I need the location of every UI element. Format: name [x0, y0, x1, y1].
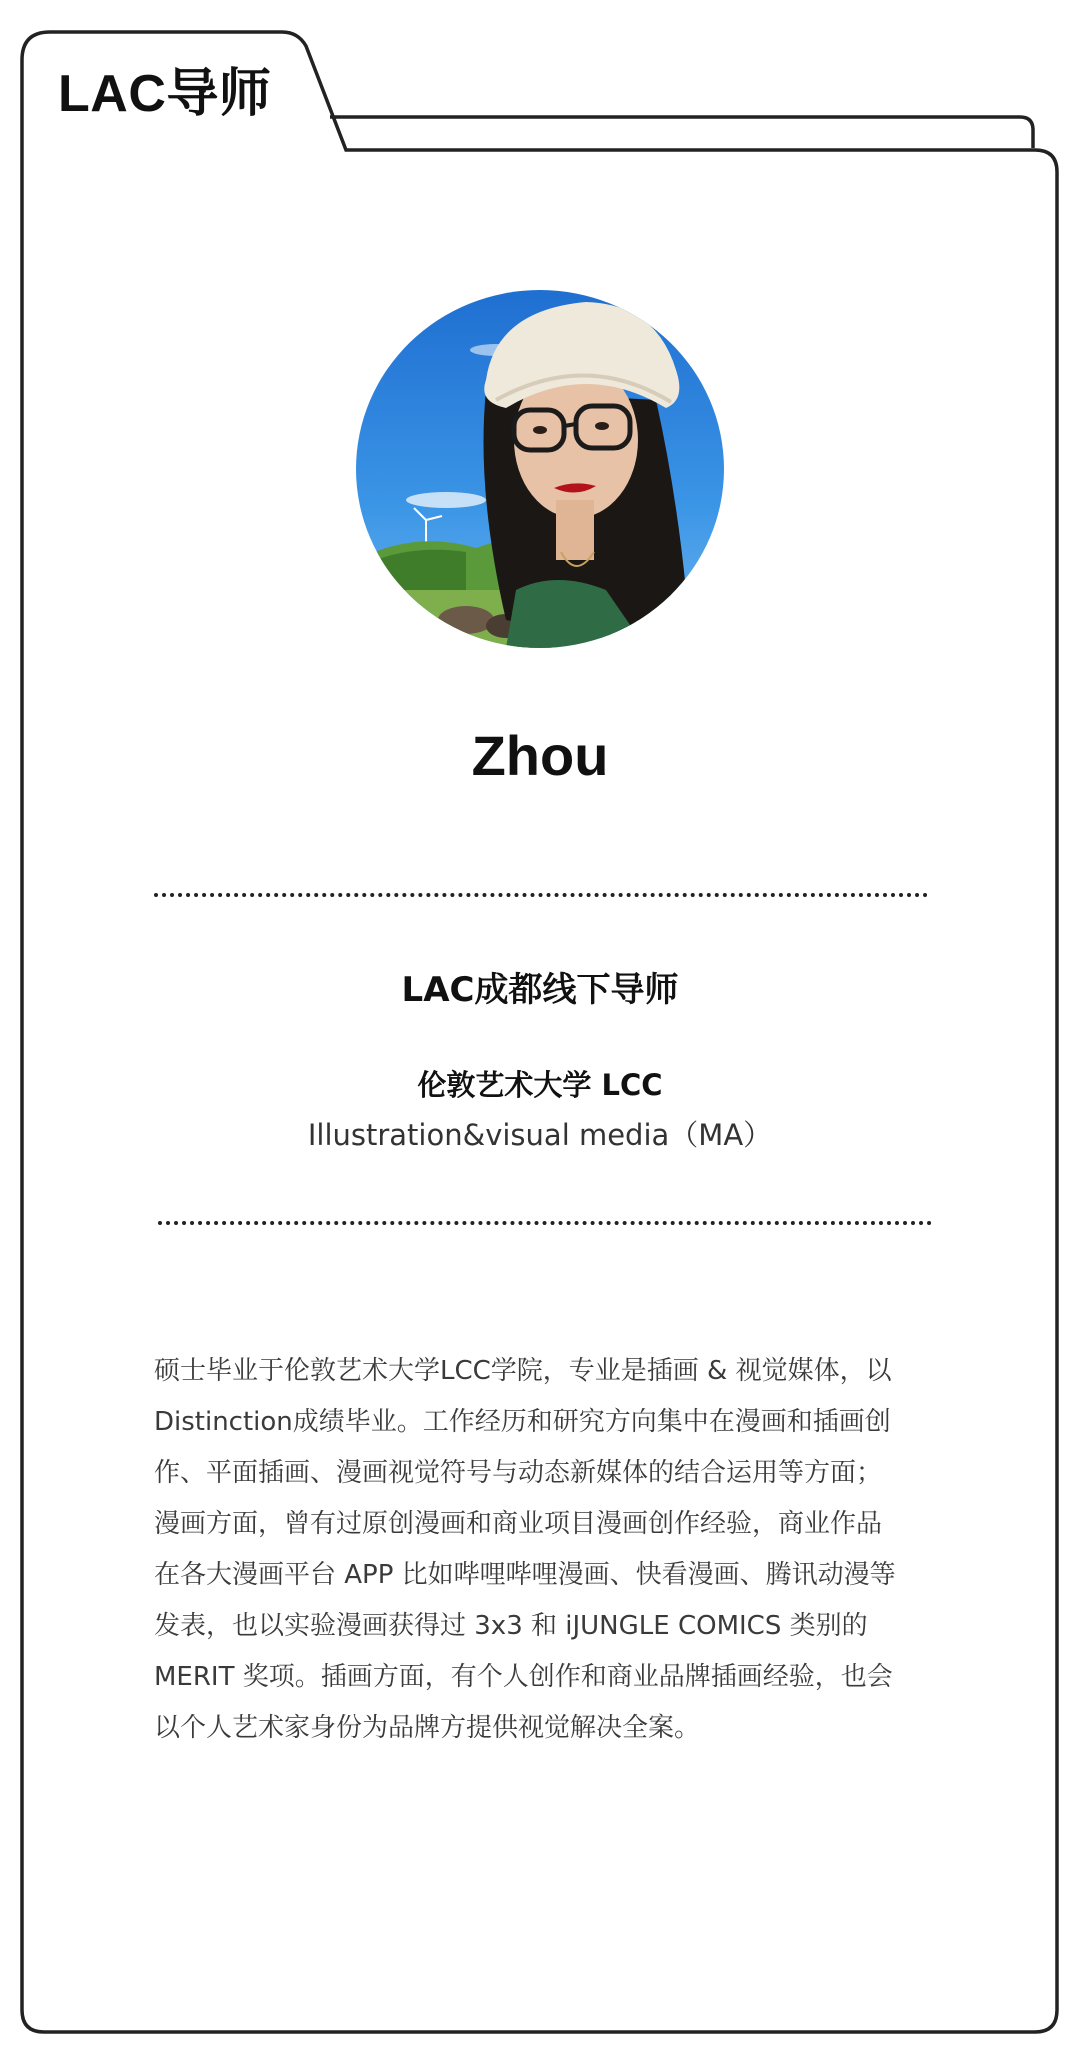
bio-line: 作、平面插画、漫画视觉符号与动态新媒体的结合运用等方面；	[154, 1458, 883, 1488]
bio-line: 以个人艺术家身份为品牌方提供视觉解决全案。	[154, 1713, 701, 1743]
mentor-name: Zhou	[471, 724, 609, 787]
bio-line: 漫画方面，曾有过原创漫画和商业项目漫画创作经验，商业作品	[154, 1509, 883, 1539]
header-tab-label: LAC导师	[58, 65, 272, 123]
bio-line: 硕士毕业于伦敦艺术大学LCC学院，专业是插画 & 视觉媒体，以	[154, 1356, 892, 1386]
bio-line: MERIT 奖项。插画方面，有个人创作和商业品牌插画经验，也会	[154, 1662, 893, 1692]
dotted-divider-bottom	[158, 1221, 932, 1225]
portrait-photo-icon	[356, 290, 724, 648]
bio-line: Distinction成绩毕业。工作经历和研究方向集中在漫画和插画创	[154, 1407, 891, 1437]
mentor-role: LAC成都线下导师	[401, 970, 679, 1010]
bio-line: 发表，也以实验漫画获得过 3x3 和 iJUNGLE COMICS 类别的	[154, 1611, 868, 1641]
dotted-divider-top	[154, 893, 928, 897]
bio-line: 在各大漫画平台 APP 比如哔哩哔哩漫画、快看漫画、腾讯动漫等	[154, 1560, 896, 1590]
mentor-avatar	[356, 290, 724, 648]
mentor-program: Illustration&visual media（MA）	[307, 1118, 773, 1152]
mentor-school: 伦敦艺术大学 LCC	[417, 1068, 663, 1102]
mentor-bio	[154, 1346, 946, 1754]
